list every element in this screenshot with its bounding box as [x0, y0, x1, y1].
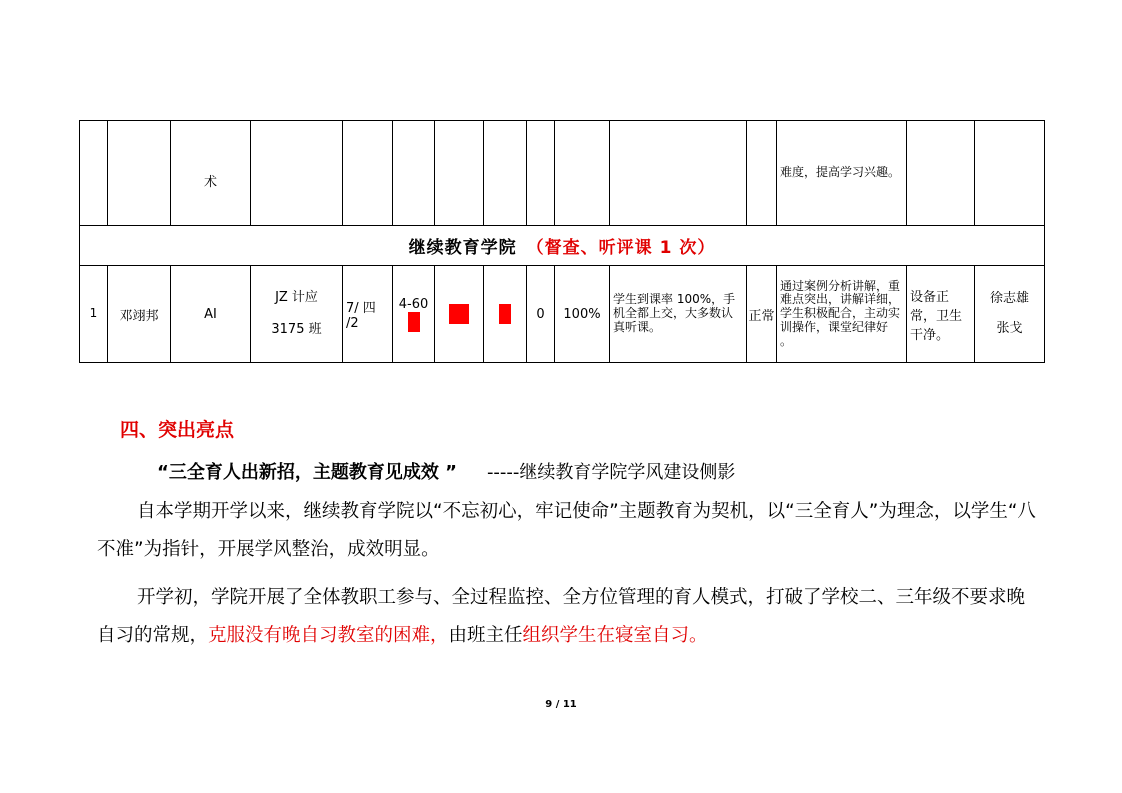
subtitle-side: -----继续教育学院学风建设侧影 [486, 462, 736, 483]
cell-date: 7/ 四 /2 [343, 266, 393, 363]
table-row [80, 121, 1045, 226]
inspection-table [79, 120, 1045, 363]
cell-attendance-rate: 100% [555, 266, 610, 363]
inspector-1: 徐志雄 [989, 290, 1029, 306]
table-row [80, 266, 1045, 363]
section-title: 继续教育学院 [408, 238, 517, 258]
cell-teacher: 邓翊邦 [108, 266, 171, 363]
paragraph-1: 自本学期开学以来，继续教育学院以“不忘初心，牢记使命”主题教育为契机，以“三全育人”为理念，以学生“八不准”为指针，开展学风整治，成效明显。 [97, 501, 1036, 560]
paragraph-2-highlight-1: 克服没有晚自习教室的困难， [208, 625, 449, 646]
period-text: 4-60 [398, 296, 429, 312]
cell-top-col3: 术 [171, 121, 251, 226]
cell-course: AI [171, 266, 251, 363]
section-row [80, 226, 1045, 266]
cell-inspectors [975, 266, 1045, 363]
cell-period [393, 266, 435, 363]
inspector-2: 张戈 [996, 321, 1023, 336]
cell-situation: 学生到课率 100%，手机全都上交，大多数认真听课。 [610, 266, 747, 363]
cell-facilities: 设备正常，卫生干净。 [907, 266, 975, 363]
cell-top-evaluation: 难度，提高学习兴趣。 [777, 121, 907, 226]
paragraph-2-text-b: 由班主任 [448, 625, 523, 646]
page-number: 9 / 11 [545, 699, 577, 710]
cell-index: 1 [80, 266, 108, 363]
highlight-subtitle [157, 458, 735, 484]
cell-redacted-1 [435, 266, 484, 363]
class-line1: JZ 计应 [275, 289, 318, 305]
class-line2: 3175 班 [271, 322, 322, 337]
cell-status: 正常 [747, 266, 777, 363]
redaction-box [408, 312, 420, 332]
cell-evaluation: 通过案例分析讲解，重难点突出，讲解详细，学生积极配合，主动实训操作，课堂纪律好 。 [777, 266, 907, 363]
subtitle-main: “三全育人出新招，主题教育见成效 ” [157, 462, 457, 483]
redaction-box [449, 304, 469, 324]
paragraph-2-highlight-2: 组织学生在寝室自习。 [522, 625, 708, 646]
paragraph-2 [97, 579, 1037, 655]
cell-absent: 0 [527, 266, 555, 363]
section-note: （督查、听评课 1 次） [526, 238, 716, 258]
cell-redacted-2 [484, 266, 527, 363]
redaction-box [499, 304, 511, 324]
section-heading: 四、突出亮点 [120, 419, 235, 441]
paragraph-2-text-a: 开学初，学院开展了全体教职工参与、全过程监控、全方位管理的育人模式，打破了学校二、三年级不要求晚自习的常规， [97, 587, 1026, 646]
cell-class [251, 266, 343, 363]
